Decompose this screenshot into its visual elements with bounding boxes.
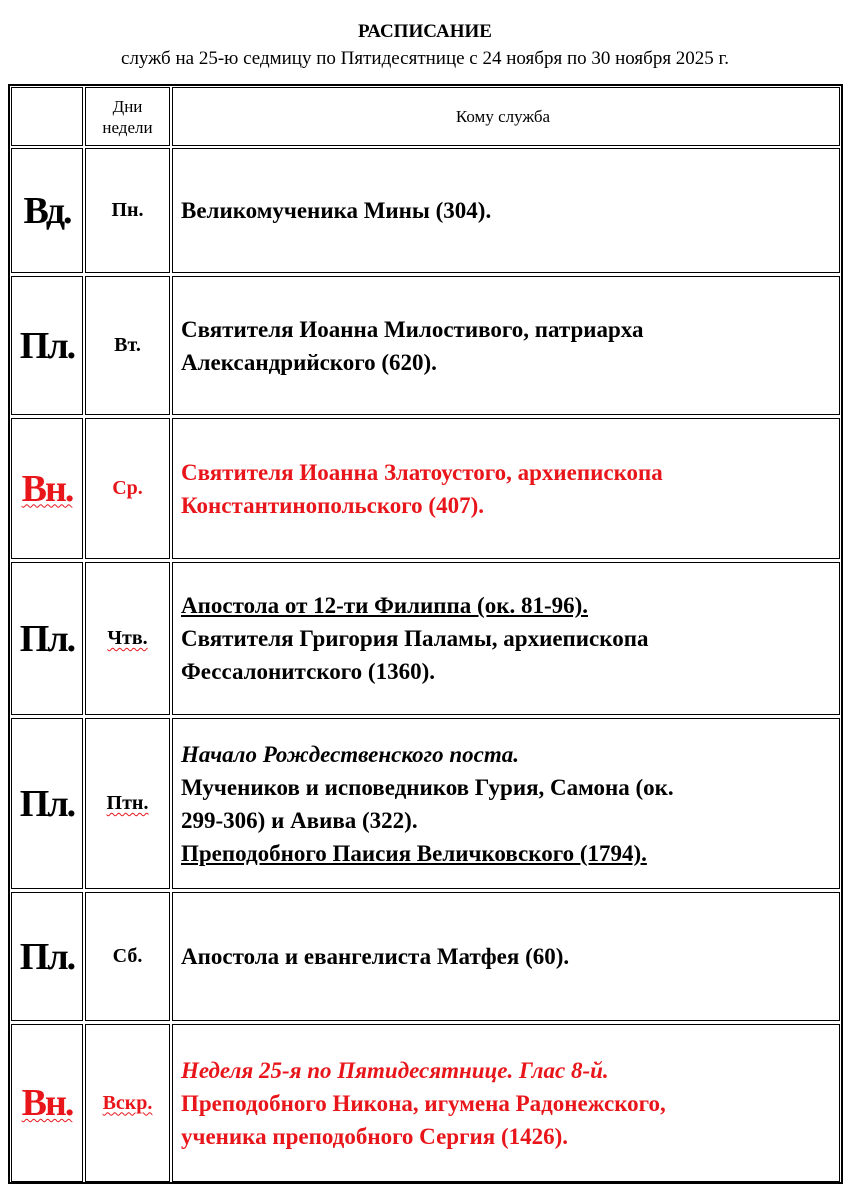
commemoration-line: Святителя Григория Паламы, архиепископа [181, 626, 649, 651]
commemoration-cell [172, 148, 840, 273]
commemoration-cell [172, 418, 840, 559]
table-row-monday [10, 148, 841, 273]
day-of-week: Вскр. [102, 1091, 153, 1114]
commemoration-text [181, 940, 569, 973]
day-of-week: Птн. [106, 792, 149, 814]
commemoration-text [181, 456, 663, 522]
service-type-cell [11, 148, 83, 273]
header-whom-label: Кому служба [455, 106, 551, 126]
table-row-thursday [10, 562, 841, 715]
day-of-week: Вт. [114, 334, 141, 356]
commemoration-line: Неделя 25-я по Пятидесятнице. Глас 8-й. [181, 1057, 609, 1083]
header-days-line2: недели [102, 117, 153, 137]
commemoration-text [181, 738, 674, 870]
commemoration-line: Фессалонитского (1360). [181, 659, 435, 684]
table-row-wednesday [10, 418, 841, 559]
service-type: Вн. [21, 467, 73, 510]
commemoration-line: Великомученика Мины (304). [181, 198, 492, 223]
commemoration-cell [172, 892, 840, 1021]
header-service-cell [11, 87, 83, 146]
day-cell [85, 276, 170, 415]
service-type: Пл. [19, 782, 75, 825]
commemoration-line: 299-306) и Авива (322). [181, 807, 418, 833]
day-cell [85, 562, 170, 715]
commemoration-line: Святителя Иоанна Златоустого, архиепископа [181, 459, 663, 485]
commemoration-line: Святителя Иоанна Милостивого, патриарха [181, 316, 644, 342]
service-type-cell [11, 562, 83, 715]
service-type: Пл. [19, 935, 75, 978]
service-type-cell [11, 1024, 83, 1182]
commemoration-line: Константинопольского (407). [181, 492, 484, 518]
commemoration-line: Преподобного Паисия Величковского (1794). [181, 840, 647, 866]
header-days-cell [85, 87, 170, 146]
commemoration-line: Начало Рождественского поста. [181, 741, 520, 767]
commemoration-cell [172, 562, 840, 715]
commemoration-text [181, 1054, 666, 1153]
service-type-cell [11, 276, 83, 415]
day-cell [85, 892, 170, 1021]
table-row-friday [10, 718, 841, 889]
table-row-saturday [10, 892, 841, 1021]
day-cell [85, 718, 170, 889]
day-of-week: Ср. [112, 477, 143, 499]
commemoration-cell [172, 276, 840, 415]
day-cell [85, 148, 170, 273]
commemoration-cell [172, 718, 840, 889]
table-row-tuesday [10, 276, 841, 415]
service-type: Пл. [19, 324, 75, 367]
commemoration-cell [172, 1024, 840, 1182]
day-of-week: Сб. [112, 945, 143, 967]
commemoration-text [181, 313, 644, 379]
day-of-week: Чтв. [107, 627, 148, 649]
table-row-sunday [10, 1024, 841, 1182]
table-header-row [10, 87, 841, 146]
commemoration-line: Преподобного Никона, игумена Радонежского, [181, 1090, 666, 1116]
commemoration-line: ученика преподобного Сергия (1426). [181, 1123, 569, 1149]
service-type: Вн. [21, 1082, 73, 1124]
service-type: Пл. [19, 617, 75, 660]
service-type-cell [11, 418, 83, 559]
commemoration-line: Апостола и евангелиста Матфея (60). [181, 944, 570, 969]
service-type-cell [11, 892, 83, 1021]
service-type: Вд. [23, 189, 71, 232]
commemoration-line: Александрийского (620). [181, 349, 437, 375]
commemoration-text [181, 194, 491, 227]
header-whom-cell [172, 87, 840, 146]
commemoration-line: Апостола от 12-ти Филиппа (ок. 81-96). [181, 593, 589, 618]
day-of-week: Пн. [111, 199, 144, 221]
schedule-subtitle: служб на 25-ю седмицу по Пятидесятнице с 24 ноября по 30 ноября 2025 г. [121, 48, 729, 69]
service-type-cell [11, 718, 83, 889]
day-cell [85, 418, 170, 559]
commemoration-line: Мучеников и исповедников Гурия, Самона (ок. [181, 774, 674, 800]
schedule-table [8, 84, 843, 1184]
schedule-title: РАСПИСАНИЕ [358, 21, 492, 42]
commemoration-text [181, 589, 648, 688]
day-cell [85, 1024, 170, 1182]
header-days-line1: Дни [112, 96, 143, 116]
